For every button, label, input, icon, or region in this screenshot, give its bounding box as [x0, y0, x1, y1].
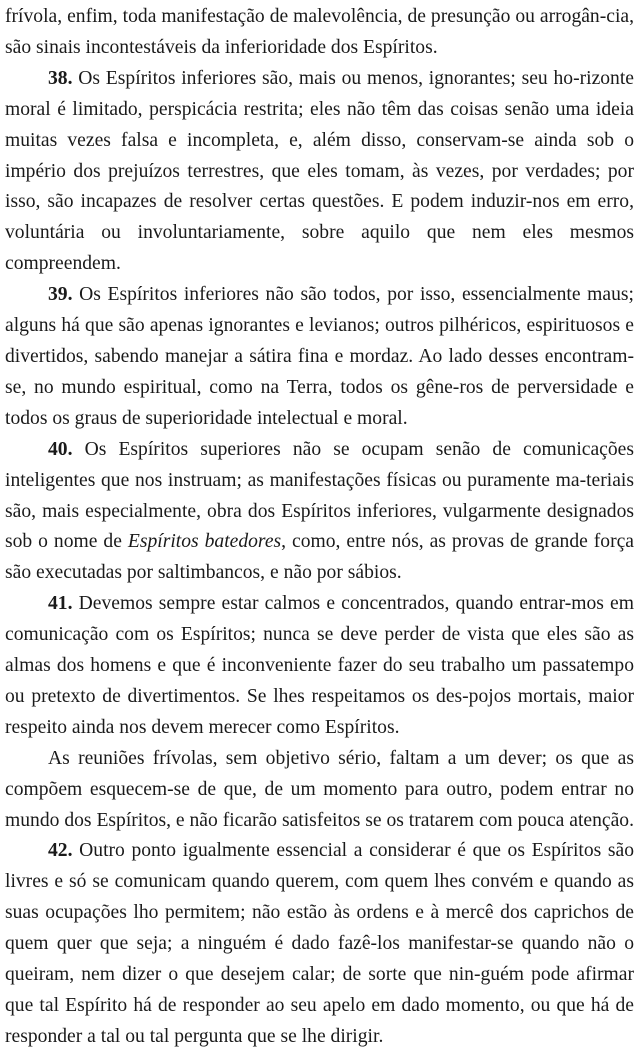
paragraph-41-continued [5, 744, 634, 837]
paragraph-text: frívola, enfim, toda manifestação de malevolência, de presunção ou arrogân-cia, são sinais incontestáveis da inferioridade dos Espíritos. [5, 6, 634, 58]
paragraph-number: 39. [48, 284, 73, 306]
paragraph-39 [5, 280, 634, 435]
italic-term: Espíritos batedores [127, 531, 282, 553]
paragraph-text: Os Espíritos superiores não se ocupam senão de comunicações inteligentes que nos instruam; as manifestações físicas ou puramente ma-teriais são, mais especialmente, obra dos Espíritos inferiores, vulgarmente designados sob o nome de [5, 438, 634, 553]
paragraph-text: As reuniões frívolas, sem objetivo sério, faltam a um dever; os que as compõem esquecem-se de que, de um momento para outro, podem entrar no mundo dos Espíritos, e não ficarão satisfeitos se os tratarem com pouca atenção. [5, 747, 634, 831]
paragraph-text: Devemos sempre estar calmos e concentrados, quando entrar-mos em comunicação com os Espíritos; nunca se deve perder de vista que eles são as almas dos homens e que é inconveniente fazer do seu trabalho um passatempo ou pretexto de divertimentos. Se lhes respeitamos os des-pojos mortais, maior respeito ainda nos devem merecer como Espíritos. [5, 593, 634, 738]
paragraph-text: Outro ponto igualmente essencial a considerar é que os Espíritos são livres e só se comunicam quando querem, com quem lhes convém e quando as suas ocupações lho permitem; não estão às ordens e à mercê dos caprichos de quem quer que seja; a ninguém é dado fazê-los manifestar-se quando não o queiram, nem dizer o que desejem calar; de sorte que nin-guém pode afirmar que tal Espírito há de responder ao seu apelo em dado momento, ou que há de responder a tal ou tal pergunta que se lhe dirigir. [5, 840, 634, 1047]
paragraph-number: 38. [48, 67, 73, 89]
paragraph-continuation [5, 2, 634, 64]
paragraph-40 [5, 435, 634, 590]
paragraph-number: 40. [48, 438, 73, 460]
paragraph-42 [5, 836, 634, 1052]
paragraph-text: Os Espíritos inferiores são, mais ou menos, ignorantes; seu ho-rizonte moral é limitado, perspicácia restrita; eles não têm das coisas senão uma ideia muitas vezes falsa e incompleta, e, além disso, conservam-se ainda sob o império dos prejuízos terrestres, que eles tomam, às vezes, por verdades; por isso, são incapazes de resolver certas questões. E podem induzir-nos em erro, voluntária ou involuntariamente, sobre aquilo que nem eles mesmos compreendem. [5, 67, 634, 275]
paragraph-41 [5, 589, 634, 744]
paragraph-number: 42. [48, 840, 73, 862]
paragraph-text: , como, entre nós, as provas de grande força são executadas por saltimbancos, e não por sábios. [5, 531, 635, 584]
paragraph-number: 41. [48, 593, 73, 615]
paragraph-text: Os Espíritos inferiores não são todos, por isso, essencialmente maus; alguns há que são apenas ignorantes e levianos; outros pilhéricos, espirituosos e divertidos, sabendo manejar a sátira fina e mordaz. Ao lado desses encontram-se, no mundo espiritual, como na Terra, todos os gêne-ros de perversidade e todos os graus de superioridade intelectual e moral. [5, 284, 634, 429]
paragraph-38 [5, 64, 634, 280]
